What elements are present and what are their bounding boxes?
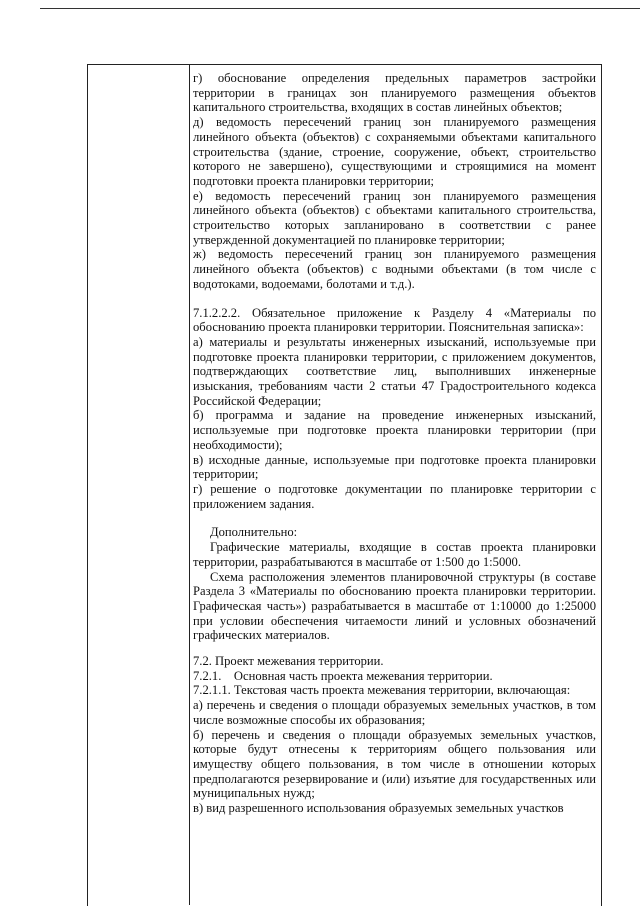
item-v-source-data: в) исходные данные, используемые при подготовке проекта планировки территории; — [193, 452, 596, 482]
item-v-permitted-use: в) вид разрешенного использования образуемых земельных участков — [193, 801, 564, 816]
spacer — [193, 643, 596, 654]
item-b-survey-program: б) программа и задание на проведение инженерных изысканий, используемые при подготовке проекта планировки территории (при необходимости); — [193, 408, 596, 452]
additional-heading: Дополнительно: — [210, 525, 298, 540]
section-7-2-1-1: 7.2.1.1. Текстовая часть проекта межевания территории, включающая: — [193, 683, 571, 698]
item-b-public-land-plots: б) перечень и сведения о площади образуемых земельных участков, которые будут отнесены к территориям общего пользования или имуществу общего пользования, в том числе в отношении которых предполагаются резервирование и (или) изъятие для государственных или муниципальных нужд; — [193, 727, 596, 801]
additional-graphic-scale: Графические материалы, входящие в состав проекта планировки территории, разрабатываются в масштабе от 1:500 до 1:5000. — [193, 540, 596, 569]
item-g-justification: г) обоснование определения предельных параметров застройки территории в границах зон планируемого размещения объектов капитального строительства, входящих в состав линейных объектов; — [193, 71, 596, 115]
header-rule — [40, 8, 640, 9]
spacer — [193, 292, 596, 306]
item-a-survey-materials: а) материалы и результаты инженерных изысканий, используемые при подготовке проекта планировки территории, с приложением документов, подтверждающих соответствие лиц, выполнивших инженерные изыскания, требованиям части 2 статьи 47 Градостроительного кодекса Российской Федерации; — [193, 334, 596, 408]
item-a-land-plots: а) перечень и сведения о площади образуемых земельных участков, в том числе возможные способы их образования; — [193, 698, 596, 727]
item-g-decision: г) решение о подготовке документации по планировке территории с приложением задания. — [193, 481, 596, 511]
column-divider — [189, 64, 190, 905]
additional-scheme-scale: Схема расположения элементов планировочной структуры (в составе Раздела 3 «Материалы по обоснованию проекта планировки территории. Графическая часть») разрабатывается в масштабе от 1:10000 до 1:25000 при условии обеспечения читаемости линий и условных обозначений графических материалов. — [193, 569, 596, 643]
section-7-2: 7.2. Проект межевания территории. — [193, 654, 384, 669]
item-zh-intersections-water: ж) ведомость пересечений границ зон планируемого размещения линейного объекта (объектов) с водными объектами (в том числе с водотоками, водоемами, болотами и т.д.). — [193, 247, 596, 291]
section-7-2-1: 7.2.1. Основная часть проекта межевания территории. — [193, 668, 493, 683]
table-content-cell — [193, 71, 596, 816]
item-d-intersections-existing: д) ведомость пересечений границ зон планируемого размещения линейного объекта (объектов) с сохраняемыми объектами капитального строительства (здание, строение, сооружение, объект, строительство которого не завершено), существующими и строящимися на момент подготовки проекта планировки территории; — [193, 115, 596, 188]
item-e-intersections-planned: е) ведомость пересечений границ зон планируемого размещения линейного объекта (объектов) с объектами капитального строительства, строительство которых запланировано в соответствии с ранее утвержденной документацией по планировке территории; — [193, 188, 596, 247]
section-7-1-2-2-2: 7.1.2.2.2. Обязательное приложение к Разделу 4 «Материалы по обоснованию проекта планировки территории. Пояснительная записка»: — [193, 305, 596, 335]
spacer — [193, 511, 596, 525]
